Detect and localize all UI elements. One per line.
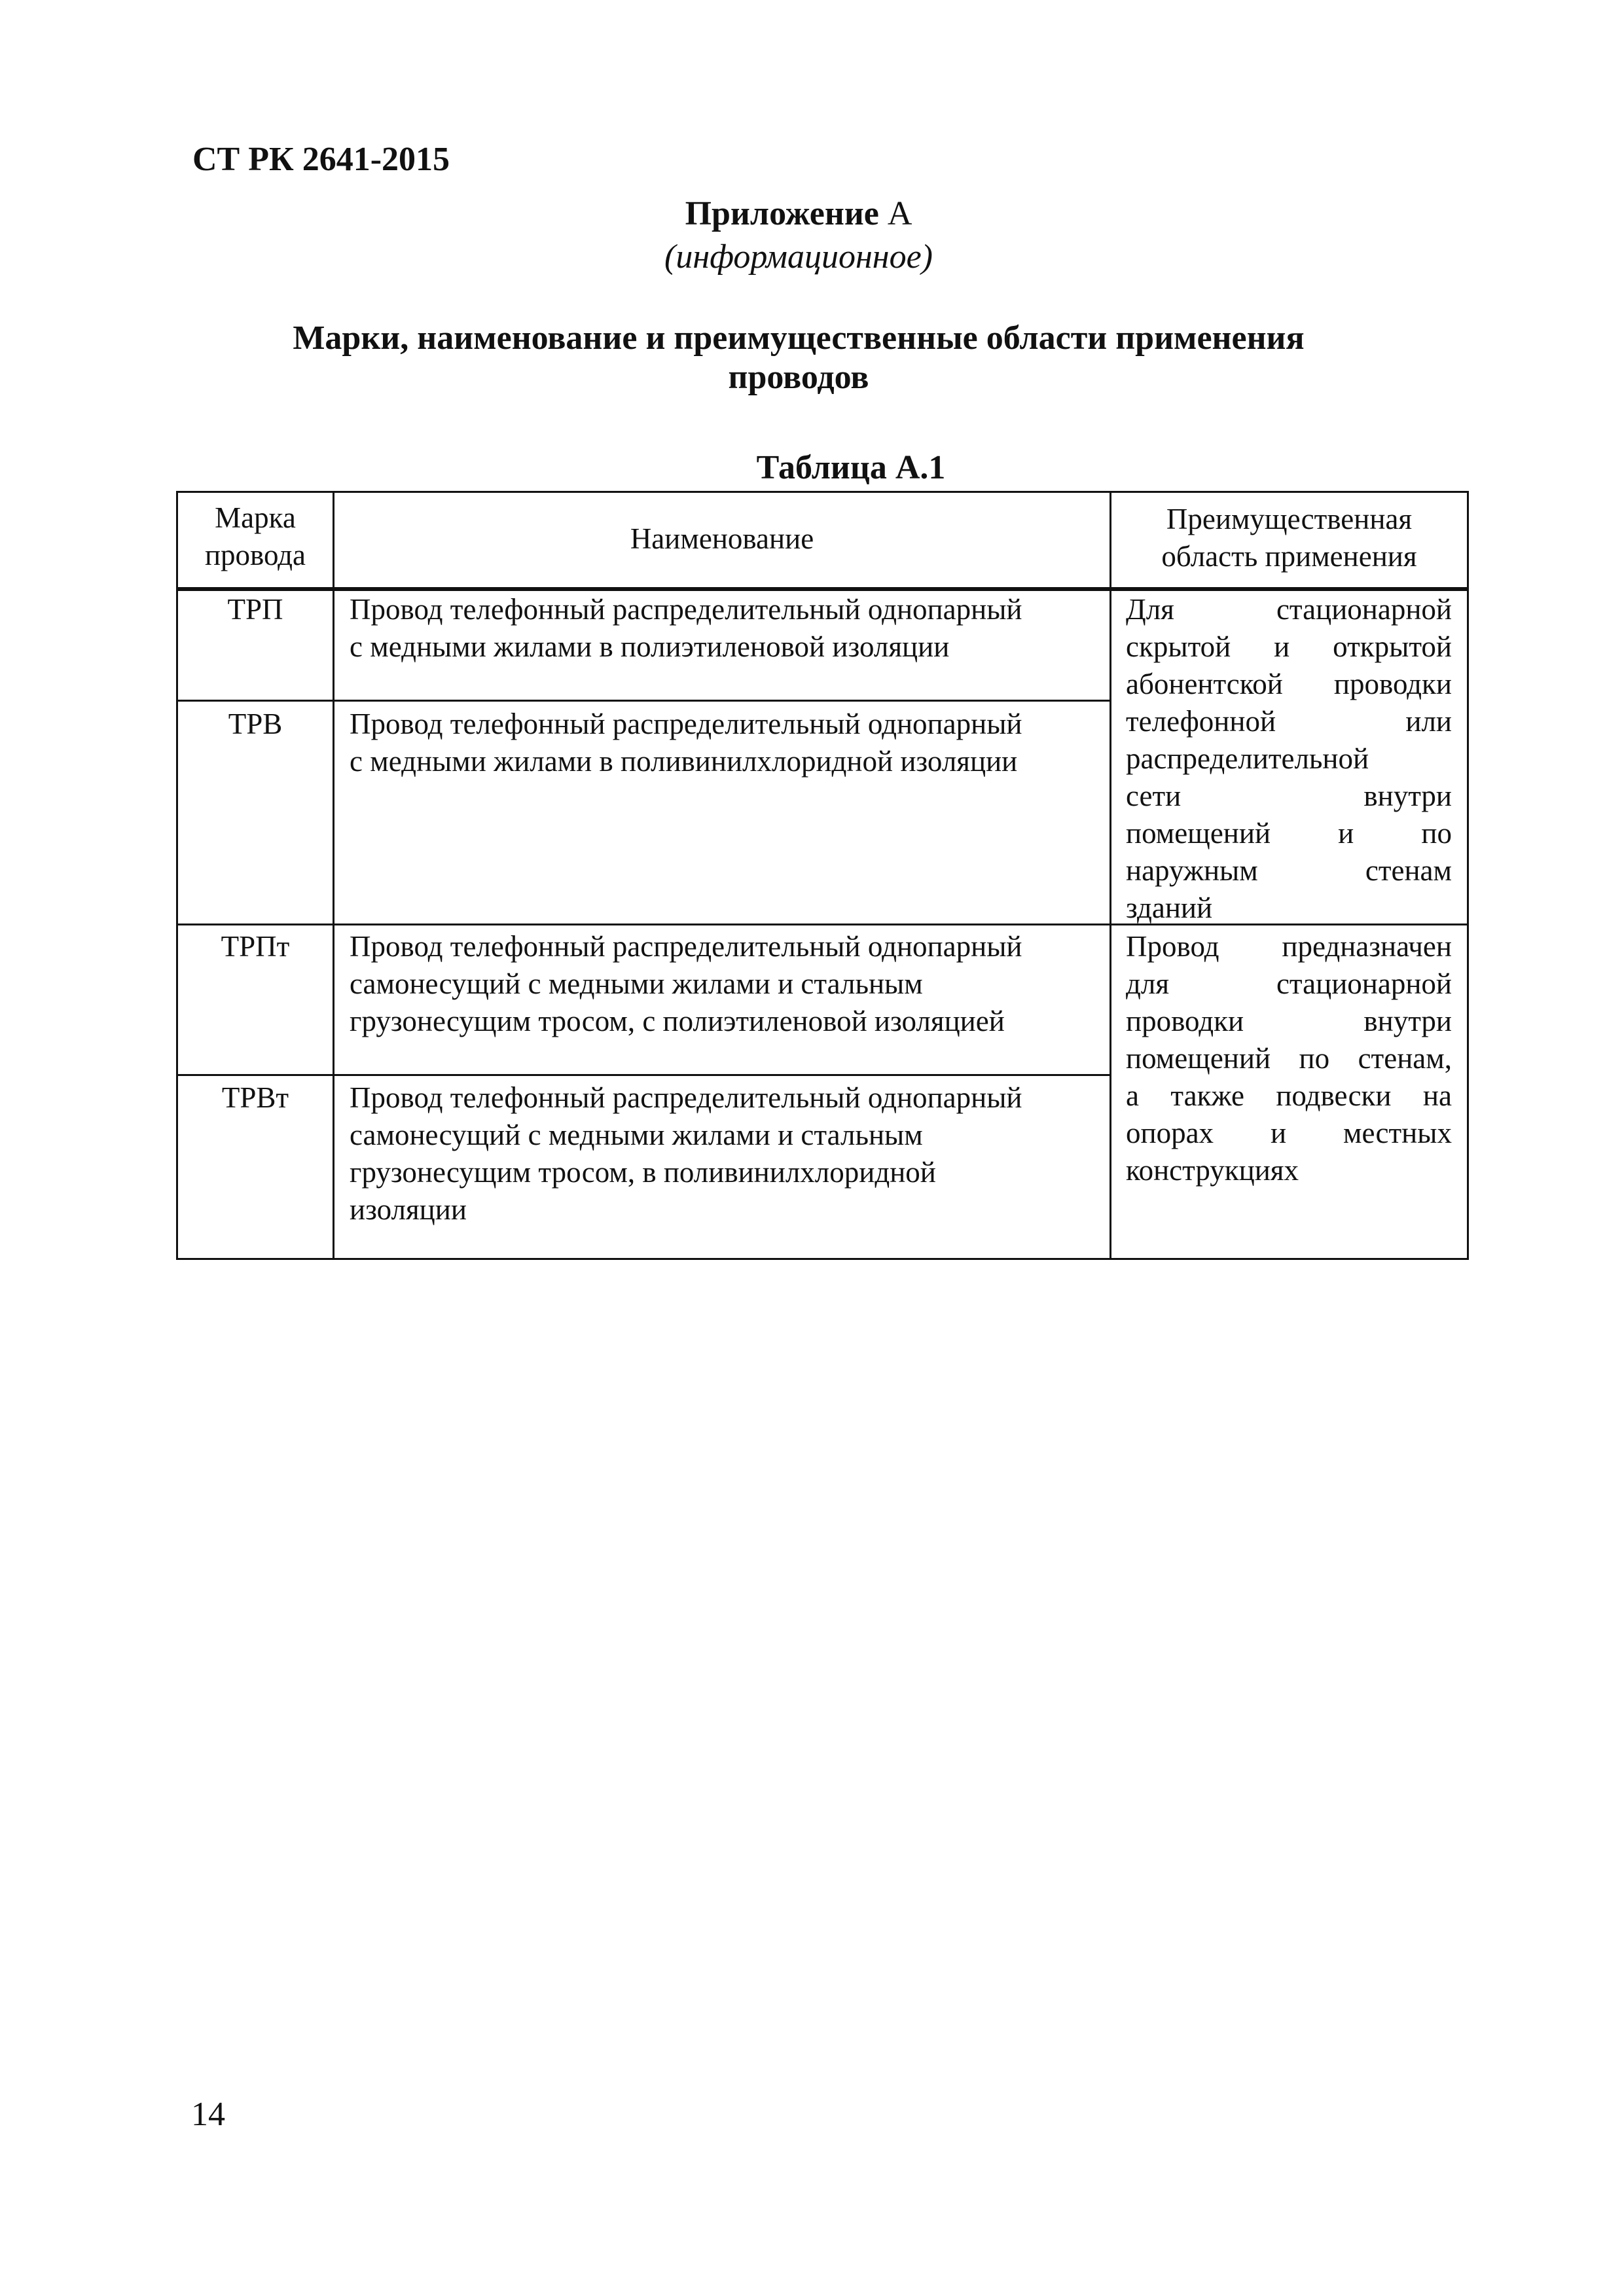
header-name — [334, 520, 1110, 558]
area-1-line-3 — [1126, 666, 1452, 703]
area-word: помещений — [1126, 817, 1271, 850]
row-1-name-line-1: Провод телефонный распределительный однопарный — [350, 593, 1022, 626]
header-area-line-2: область применения — [1161, 540, 1417, 573]
area-2-line-5 — [1126, 1077, 1452, 1115]
area-word: а — [1126, 1079, 1139, 1112]
area-word: для — [1126, 967, 1170, 1000]
row-4-mark: ТРВт — [221, 1081, 289, 1114]
area-2-line-7: конструкциях — [1126, 1154, 1299, 1187]
area-2-line-3 — [1126, 1003, 1452, 1040]
area-1-line-8 — [1126, 852, 1452, 889]
area-word: открытой — [1333, 630, 1452, 663]
area-word: по — [1299, 1042, 1330, 1075]
area-word: скрытой — [1126, 630, 1231, 663]
area-word: по — [1421, 817, 1452, 850]
area-2-line-2 — [1126, 965, 1452, 1003]
table-row-rule-3 — [178, 1074, 1110, 1076]
appendix-letter: А — [887, 195, 912, 232]
area-word: наружным — [1126, 854, 1258, 887]
area-word: подвески — [1276, 1079, 1392, 1112]
document-code: СТ РК 2641-2015 — [192, 141, 450, 178]
area-word: на — [1422, 1079, 1452, 1112]
area-word: сети — [1126, 780, 1182, 812]
table-border-col-1 — [333, 493, 334, 1258]
header-name-text: Наименование — [630, 522, 814, 555]
row-1-name-line-2: с медными жилами в полиэтиленовой изоляции — [350, 630, 950, 663]
header-area-line-1: Преимущественная — [1166, 503, 1413, 535]
area-1-line-7 — [1126, 815, 1452, 852]
table-caption: Таблица А.1 — [756, 449, 946, 486]
area-word: стенам — [1365, 854, 1452, 887]
row-2-name — [350, 706, 1102, 780]
area-word: местных — [1343, 1117, 1452, 1149]
area-word: проводки — [1126, 1005, 1244, 1037]
row-3-name — [350, 928, 1102, 1040]
row-4-name-line-1: Провод телефонный распределительный однопарный — [350, 1081, 1022, 1114]
row-4-name — [350, 1079, 1102, 1229]
area-cell-1 — [1126, 591, 1452, 927]
area-1-line-1 — [1126, 591, 1452, 628]
area-1-line-2 — [1126, 628, 1452, 666]
appendix-status: (информационное) — [664, 238, 933, 276]
area-word: и — [1270, 1117, 1287, 1149]
row-3-name-line-3: грузонесущим тросом, с полиэтиленовой изоляцией — [350, 1005, 1005, 1037]
area-word: или — [1405, 705, 1452, 738]
area-word: внутри — [1363, 1005, 1452, 1037]
row-1-mark: ТРП — [227, 593, 283, 626]
row-2-name-line-1: Провод телефонный распределительный однопарный — [350, 708, 1022, 740]
appendix-title — [537, 194, 1060, 234]
area-word: опорах — [1126, 1117, 1214, 1149]
area-word: телефонной — [1126, 705, 1276, 738]
area-word: стационарной — [1276, 593, 1452, 626]
area-word: Для — [1126, 593, 1174, 626]
section-title-line-1: Марки, наименование и преимущественные области применения — [293, 319, 1305, 357]
area-word: внутри — [1363, 780, 1452, 812]
table-row-rule-1 — [178, 700, 1110, 702]
area-2-line-4 — [1126, 1040, 1452, 1077]
area-word: предназначен — [1282, 930, 1452, 963]
row-2-name-line-2: с медными жилами в поливинилхлоридной изоляции — [350, 745, 1018, 778]
area-word: и — [1274, 630, 1290, 663]
row-3-mark: ТРПт — [221, 930, 290, 963]
appendix-label: Приложение — [685, 195, 879, 232]
row-1-name — [350, 591, 1102, 666]
area-1-line-6 — [1126, 778, 1452, 815]
area-word: проводки — [1333, 668, 1452, 700]
area-1-line-4 — [1126, 703, 1452, 740]
area-2-line-1 — [1126, 928, 1452, 965]
area-word: Провод — [1126, 930, 1219, 963]
area-word: стационарной — [1276, 967, 1452, 1000]
area-1-line-9: зданий — [1126, 891, 1213, 924]
row-4-name-line-3: грузонесущим тросом, в поливинилхлоридной — [350, 1156, 936, 1189]
header-mark-line-2: провода — [204, 539, 306, 571]
wire-table — [176, 491, 1469, 1260]
header-mark-line-1: Марка — [215, 501, 296, 534]
row-4-name-line-2: самонесущий с медными жилами и стальным — [350, 1119, 923, 1151]
row-4-name-line-4: изоляции — [350, 1193, 467, 1226]
area-word: также — [1170, 1079, 1244, 1112]
row-2-mark: ТРВ — [228, 708, 283, 740]
area-word: и — [1338, 817, 1354, 850]
area-word: стенам, — [1358, 1042, 1452, 1075]
area-2-line-6 — [1126, 1115, 1452, 1152]
area-1-line-5: распределительной — [1126, 742, 1369, 775]
header-mark — [178, 499, 333, 574]
header-area — [1111, 501, 1467, 575]
section-title-line-2: проводов — [728, 359, 869, 396]
area-word: помещений — [1126, 1042, 1271, 1075]
table-border-col-2 — [1110, 493, 1111, 1258]
area-word: абонентской — [1126, 668, 1283, 700]
row-3-name-line-2: самонесущий с медными жилами и стальным — [350, 967, 923, 1000]
section-title — [177, 319, 1420, 397]
row-3-name-line-1: Провод телефонный распределительный однопарный — [350, 930, 1022, 963]
page-number: 14 — [191, 2096, 225, 2133]
area-cell-2 — [1126, 928, 1452, 1189]
